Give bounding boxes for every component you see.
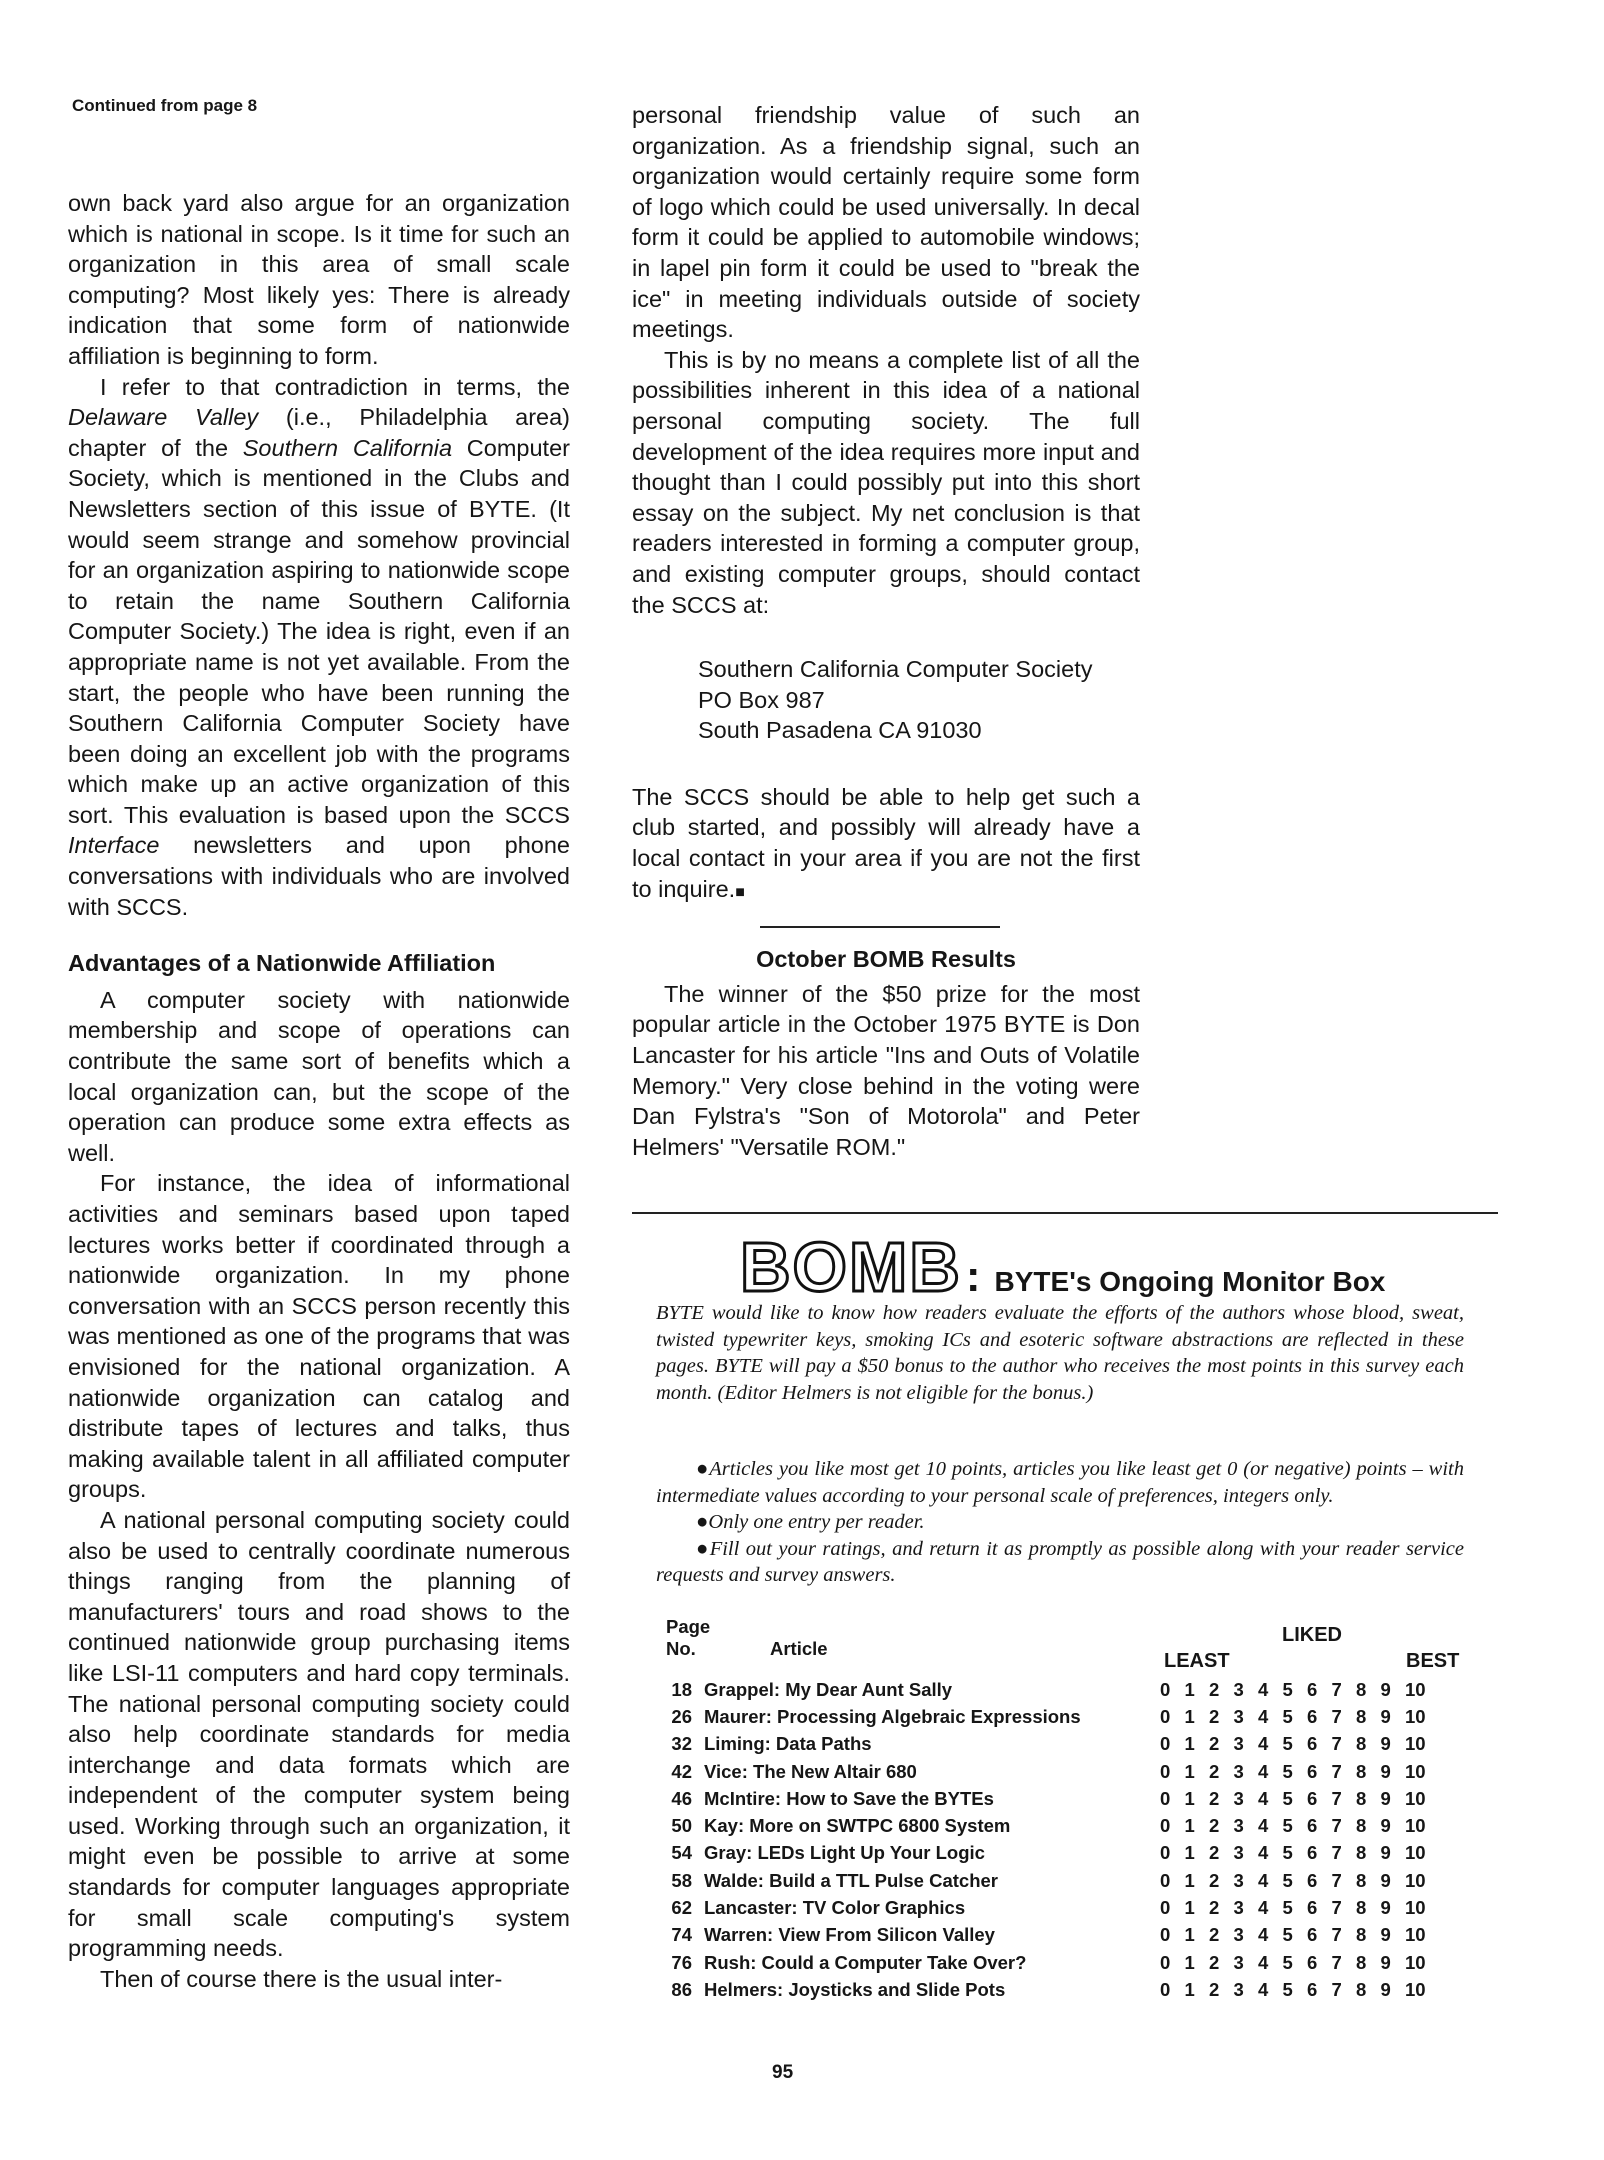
rating-value[interactable]: 2 [1209,1897,1220,1919]
rating-value[interactable]: 5 [1282,1897,1293,1919]
rating-value[interactable]: 5 [1282,1951,1293,1973]
bomb-logo: BOMB [740,1228,962,1306]
rating-value[interactable]: 5 [1282,1787,1293,1809]
rating-value[interactable]: 9 [1380,1815,1391,1837]
rating-value[interactable]: 9 [1380,1733,1391,1755]
rating-value[interactable]: 8 [1356,1924,1367,1946]
rating-value[interactable]: 3 [1233,1787,1244,1809]
rating-scale [1160,1924,1430,1946]
divider [760,926,1000,928]
rating-value[interactable]: 10 [1405,1678,1426,1700]
rating-value[interactable]: 1 [1184,1760,1195,1782]
rating-scale [1160,1870,1430,1892]
paragraph: This is by no means a complete list of all the possibilities inherent in this idea of a national personal computing society. The full development of the idea requires more input and thought than I could possibly put into this short essay on the subject. My net conclusion is that readers interested in forming a computer group, and existing computer groups, should contact the SCCS at: [632,346,1140,618]
rating-scale [1160,1706,1430,1728]
rating-value[interactable]: 8 [1356,1760,1367,1782]
article-page: 74 [671,1924,692,1946]
rating-value[interactable]: 1 [1184,1733,1195,1755]
rating-value[interactable]: 1 [1184,1869,1195,1891]
header-best: BEST [1406,1650,1460,1672]
article-title: Gray: LEDs Light Up Your Logic [704,1842,985,1864]
rating-value[interactable]: 7 [1331,1842,1342,1864]
rating-value[interactable]: 9 [1380,1978,1391,2000]
rating-value[interactable]: 7 [1331,1869,1342,1891]
rating-value[interactable]: 0 [1160,1897,1171,1919]
rating-value[interactable]: 1 [1184,1815,1195,1837]
rating-value[interactable]: 8 [1356,1842,1367,1864]
rating-value[interactable]: 6 [1307,1978,1318,2000]
bullet-icon: ● [696,1537,710,1560]
instruction-item: ●Fill out your ratings, and return it as promptly as possible along with your reader service requests and survey answers. [656,1537,1464,1586]
bomb-subtitle: BYTE's Ongoing Monitor Box [994,1266,1386,1297]
rating-value[interactable]: 6 [1307,1760,1318,1782]
rating-value[interactable]: 9 [1380,1951,1391,1973]
bomb-header [740,1228,1386,1306]
paragraph: personal friendship value of such an organization. As a friendship signal, such an organization would certainly require some form of logo which could be used universally. In decal form it could be applied to automobile windows; in lapel pin form it could be used to "break the ice" in meeting individuals outside of society meetings. [632,102,1140,343]
rating-scale [1160,1979,1430,2001]
table-row [660,1758,1472,1785]
rating-value[interactable]: 8 [1356,1787,1367,1809]
instruction-item: ●Articles you like most get 10 points, articles you like least get 0 (or negative) points – with intermediate values according to your personal scale of preferences, integers only. [656,1458,1464,1507]
header-no: No. [666,1638,696,1659]
table-row [660,1976,1472,2003]
rating-value[interactable]: 6 [1307,1787,1318,1809]
rating-value[interactable]: 0 [1160,1733,1171,1755]
rating-value[interactable]: 5 [1282,1869,1293,1891]
rating-value[interactable]: 2 [1209,1678,1220,1700]
table-row [660,1812,1472,1839]
instruction-item: ●Only one entry per reader. [696,1511,925,1533]
table-row [660,1922,1472,1949]
article-page: 50 [671,1815,692,1837]
rating-value[interactable]: 10 [1405,1705,1426,1727]
rating-value[interactable]: 0 [1160,1678,1171,1700]
rating-value[interactable]: 5 [1282,1815,1293,1837]
rating-value[interactable]: 2 [1209,1815,1220,1837]
paragraph: Then of course there is the usual inter- [100,1965,503,1992]
rating-value[interactable]: 9 [1380,1787,1391,1809]
address-line: Southern California Computer Society [698,656,1093,683]
rating-value[interactable]: 9 [1380,1924,1391,1946]
rating-value[interactable]: 6 [1307,1951,1318,1973]
paragraph: I refer to that contradiction in terms, the Delaware Valley (i.e., Philadelphia area) chapter of the Southern California Computer Society, which is mentioned in the Clubs and Newsletters section of this issue of BYTE. (It would seem strange and somehow provincial for an organization aspiring to nationwide scope to retain the name Southern California Computer Society.) The idea is right, even if an appropriate name is not yet available. From the start, the people who have been running the Southern California Computer Society have been doing an excellent job with the programs which make up an active organization of this sort. This evaluation is based upon the SCCS Interface newsletters and upon phone conversations with individuals who are involved with SCCS. [68,373,570,920]
table-body [660,1676,1472,2004]
rating-scale [1160,1788,1430,1810]
rating-value[interactable]: 5 [1282,1760,1293,1782]
rating-value[interactable]: 0 [1160,1705,1171,1727]
table-row [660,1785,1472,1812]
article-page: 32 [671,1733,692,1755]
left-column [68,188,570,1994]
rating-value[interactable]: 7 [1331,1897,1342,1919]
rating-table [660,1616,1472,2004]
rating-value[interactable]: 4 [1258,1842,1269,1864]
article-title: Lancaster: TV Color Graphics [704,1897,966,1919]
rating-scale [1160,1733,1430,1755]
article-title: Liming: Data Paths [704,1733,872,1755]
article-title: Maurer: Processing Algebraic Expressions [704,1705,1081,1727]
rating-value[interactable]: 8 [1356,1978,1367,2000]
rating-value[interactable]: 5 [1282,1924,1293,1946]
end-mark-icon: ■ [735,883,745,901]
rating-value[interactable]: 6 [1307,1897,1318,1919]
rating-value[interactable]: 4 [1258,1787,1269,1809]
rating-value[interactable]: 7 [1331,1760,1342,1782]
rating-value[interactable]: 3 [1233,1842,1244,1864]
rating-value[interactable]: 5 [1282,1733,1293,1755]
rating-value[interactable]: 10 [1405,1842,1426,1864]
rating-value[interactable]: 2 [1209,1787,1220,1809]
rating-value[interactable]: 2 [1209,1705,1220,1727]
rating-value[interactable]: 1 [1184,1787,1195,1809]
rating-value[interactable]: 10 [1405,1978,1426,2000]
rating-value[interactable]: 4 [1258,1897,1269,1919]
rating-value[interactable]: 7 [1331,1951,1342,1973]
rating-value[interactable]: 3 [1233,1705,1244,1727]
paragraph: A national personal computing society could also be used to centrally coordinate numerous things ranging from the planning of manufacturers' tours and road shows to the continued nationwide group purchasing items like LSI-11 computers and hard copy terminals. The national personal computing society could also help coordinate standards for media interchange and data formats which are independent of the computer system being used. Working through such an organization, it might even be possible to arrive at some standards for computer languages appropriate for small scale computing's system programming needs. [68,1506,570,1962]
rating-value[interactable]: 10 [1405,1897,1426,1919]
rating-value[interactable]: 8 [1356,1815,1367,1837]
article-page: 46 [671,1787,692,1809]
rating-scale [1160,1815,1430,1837]
rating-value[interactable]: 1 [1184,1897,1195,1919]
paragraph: The SCCS should be able to help get such a club started, and possibly will already have a local contact in your area if you are not the first to inquire.■ [632,783,1140,902]
rating-value[interactable]: 10 [1405,1787,1426,1809]
rating-value[interactable]: 10 [1405,1733,1426,1755]
rating-value[interactable]: 3 [1233,1733,1244,1755]
rating-value[interactable]: 1 [1184,1978,1195,2000]
table-row [660,1703,1472,1730]
address-line: South Pasadena CA 91030 [698,717,982,744]
paragraph: The winner of the $50 prize for the most popular article in the October 1975 BYTE is Don Lancaster for his article "Ins and Outs of Volatile Memory." Very close behind in the voting were Dan Fylstra's "Son of Motorola" and Peter Helmers' "Versatile ROM." [632,980,1140,1160]
article-title: Grappel: My Dear Aunt Sally [704,1678,953,1700]
header-least: LEAST [1164,1650,1230,1672]
rating-value[interactable]: 3 [1233,1897,1244,1919]
rating-value[interactable]: 9 [1380,1897,1391,1919]
page-number: 95 [772,2062,794,2083]
rating-value[interactable]: 3 [1233,1869,1244,1891]
rating-value[interactable]: 9 [1380,1678,1391,1700]
rating-value[interactable]: 7 [1331,1787,1342,1809]
rating-value[interactable]: 7 [1331,1815,1342,1837]
rating-value[interactable]: 3 [1233,1760,1244,1782]
bomb-instructions [656,1456,1464,1589]
bullet-icon: ● [696,1511,709,1533]
rating-value[interactable]: 0 [1160,1787,1171,1809]
section-heading: Advantages of a Nationwide Affiliation [68,950,496,977]
article-page: 86 [671,1978,692,2000]
rating-value[interactable]: 0 [1160,1842,1171,1864]
rating-value[interactable]: 10 [1405,1815,1426,1837]
rating-value[interactable]: 6 [1307,1924,1318,1946]
rating-value[interactable]: 4 [1258,1678,1269,1700]
header-article: Article [770,1638,828,1659]
rating-value[interactable]: 10 [1405,1869,1426,1891]
header-page: Page [666,1616,711,1637]
rating-scale [1160,1842,1430,1864]
bullet-icon: ● [696,1458,710,1480]
article-page: 26 [671,1705,692,1727]
rating-value[interactable]: 2 [1209,1869,1220,1891]
rating-value[interactable]: 4 [1258,1705,1269,1727]
rating-value[interactable]: 0 [1160,1978,1171,2000]
bomb-intro: BYTE would like to know how readers evaluate the efforts of the authors whose blood, sweat, twisted typewriter keys, smoking ICs and esoteric software abstractions are reflected in these pages. BYTE will pay a $50 bonus to the author who receives the most points in this survey each month. (Editor Helmers is not eligible for the bonus.) [656,1302,1464,1404]
article-title: Vice: The New Altair 680 [704,1760,917,1782]
rating-value[interactable]: 4 [1258,1869,1269,1891]
article-title: Helmers: Joysticks and Slide Pots [704,1978,1006,2000]
rating-value[interactable]: 2 [1209,1924,1220,1946]
table-row [660,1867,1472,1894]
paragraph: For instance, the idea of informational activities and seminars based upon taped lectures works better if coordinated through a nationwide organization. In my phone conversation with an SCCS person recently this was mentioned as one of the programs that was envisioned for the national organization. A nationwide organization can catalog and distribute tapes of lectures and talks, thus making available talent in all affiliated computer groups. [68,1170,570,1503]
rating-scale [1160,1952,1430,1974]
rating-value[interactable]: 10 [1405,1760,1426,1782]
table-row [660,1949,1472,1976]
rating-value[interactable]: 5 [1282,1705,1293,1727]
header-liked: LIKED [1282,1624,1342,1646]
rating-value[interactable]: 7 [1331,1924,1342,1946]
rating-value[interactable]: 1 [1184,1842,1195,1864]
rating-scale [1160,1679,1430,1701]
rating-value[interactable]: 1 [1184,1678,1195,1700]
article-page: 58 [671,1869,692,1891]
table-row [660,1840,1472,1867]
rating-value[interactable]: 0 [1160,1815,1171,1837]
rating-value[interactable]: 4 [1258,1951,1269,1973]
right-column [632,100,1140,1162]
rating-value[interactable]: 3 [1233,1924,1244,1946]
rating-value[interactable]: 3 [1233,1951,1244,1973]
continued-note: Continued from page 8 [72,96,258,115]
paragraph: own back yard also argue for an organization which is national in scope. Is it time for such an organization in this area of small scale computing? Most likely yes: There is already indication that some form of nationwide affiliation is beginning to form. [68,190,570,369]
rating-value[interactable]: 3 [1233,1978,1244,2000]
rating-value[interactable]: 2 [1209,1951,1220,1973]
rating-value[interactable]: 1 [1184,1951,1195,1973]
rating-value[interactable]: 0 [1160,1924,1171,1946]
rating-scale [1160,1897,1430,1919]
article-title: Kay: More on SWTPC 6800 System [704,1815,1011,1837]
article-title: Rush: Could a Computer Take Over? [704,1951,1027,1973]
rating-value[interactable]: 3 [1233,1815,1244,1837]
table-row [660,1894,1472,1921]
rating-value[interactable]: 5 [1282,1678,1293,1700]
rating-value[interactable]: 8 [1356,1869,1367,1891]
table-row [660,1676,1472,1703]
rating-value[interactable]: 4 [1258,1815,1269,1837]
article-title: Warren: View From Silicon Valley [704,1924,995,1946]
article-page: 62 [671,1897,692,1919]
rating-value[interactable]: 9 [1380,1869,1391,1891]
rating-value[interactable]: 9 [1380,1760,1391,1782]
article-page: 18 [671,1678,692,1700]
article-title: McIntire: How to Save the BYTEs [704,1787,994,1809]
rating-value[interactable]: 0 [1160,1869,1171,1891]
rating-value[interactable]: 3 [1233,1678,1244,1700]
article-page: 76 [671,1951,692,1973]
rating-value[interactable]: 0 [1160,1951,1171,1973]
rating-value[interactable]: 9 [1380,1842,1391,1864]
rating-value[interactable]: 4 [1258,1924,1269,1946]
rating-value[interactable]: 4 [1258,1978,1269,2000]
rating-value[interactable]: 7 [1331,1705,1342,1727]
results-title: October BOMB Results [756,946,1016,973]
rating-value[interactable]: 9 [1380,1705,1391,1727]
rating-value[interactable]: 8 [1356,1733,1367,1755]
bomb-colon: : [965,1252,981,1301]
rating-value[interactable]: 6 [1307,1869,1318,1891]
rating-value[interactable]: 8 [1356,1951,1367,1973]
table-row [660,1731,1472,1758]
rating-scale [1160,1761,1430,1783]
paragraph: A computer society with nationwide membership and scope of operations can contribute the same sort of benefits which a local organization can, but the scope of the operation can produce some extra effects as well. [68,986,570,1166]
rating-value[interactable]: 6 [1307,1678,1318,1700]
rating-value[interactable]: 4 [1258,1733,1269,1755]
article-page: 42 [671,1760,692,1782]
rating-value[interactable]: 1 [1184,1924,1195,1946]
rating-value[interactable]: 4 [1258,1760,1269,1782]
rating-value[interactable]: 6 [1307,1733,1318,1755]
sccs-address [698,654,1140,746]
rating-value[interactable]: 2 [1209,1978,1220,2000]
rating-value[interactable]: 8 [1356,1678,1367,1700]
rating-value[interactable]: 10 [1405,1951,1426,1973]
rating-value[interactable]: 5 [1282,1842,1293,1864]
rating-value[interactable]: 8 [1356,1897,1367,1919]
rating-value[interactable]: 2 [1209,1760,1220,1782]
rating-value[interactable]: 6 [1307,1815,1318,1837]
rating-value[interactable]: 6 [1307,1705,1318,1727]
article-page: 54 [671,1842,692,1864]
article-title: Walde: Build a TTL Pulse Catcher [704,1869,998,1891]
address-line: PO Box 987 [698,686,825,713]
rating-value[interactable]: 1 [1184,1705,1195,1727]
rating-value[interactable]: 2 [1209,1842,1220,1864]
table-header [660,1616,1472,1676]
divider [632,1212,1498,1214]
rating-value[interactable]: 6 [1307,1842,1318,1864]
rating-value[interactable]: 7 [1331,1678,1342,1700]
rating-value[interactable]: 7 [1331,1978,1342,2000]
rating-value[interactable]: 2 [1209,1733,1220,1755]
rating-value[interactable]: 10 [1405,1924,1426,1946]
rating-value[interactable]: 5 [1282,1978,1293,2000]
rating-value[interactable]: 8 [1356,1705,1367,1727]
rating-value[interactable]: 7 [1331,1733,1342,1755]
rating-value[interactable]: 0 [1160,1760,1171,1782]
